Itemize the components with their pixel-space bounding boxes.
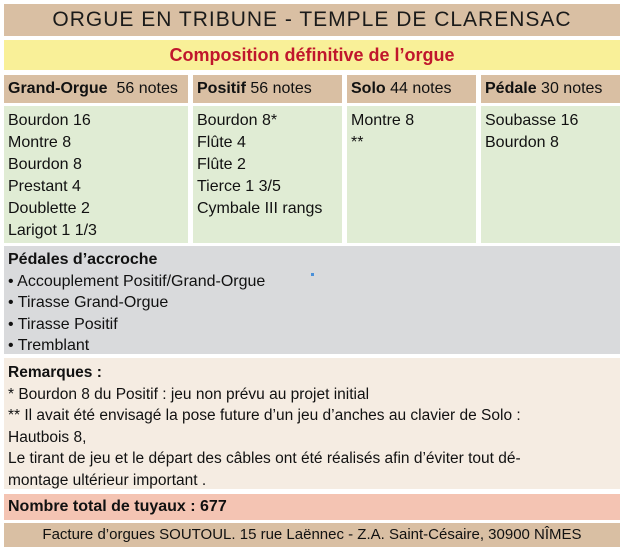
division-header bbox=[347, 75, 476, 103]
division-notes: 56 notes bbox=[116, 80, 178, 97]
footer-builder: Facture d’orgues SOUTOUL. 15 rue Laënnec - Z.A. Saint-Césaire, 30900 NÎMES bbox=[4, 523, 620, 547]
stop-item: Bourdon 8* bbox=[197, 112, 278, 129]
stop-list bbox=[193, 106, 342, 243]
stop-item: Bourdon 8 bbox=[8, 156, 82, 173]
stop-item: Montre 8 bbox=[8, 134, 72, 151]
pedal-item: • Tirasse Positif bbox=[8, 315, 118, 333]
division-header bbox=[4, 75, 188, 103]
pedal-item: • Accouplement Positif/Grand-Orgue bbox=[8, 272, 266, 290]
division-notes: 44 notes bbox=[390, 80, 452, 97]
division-solo bbox=[347, 75, 476, 243]
division-positif bbox=[193, 75, 342, 243]
division-notes: 30 notes bbox=[541, 80, 603, 97]
remark-line: Le tirant de jeu et le départ des câbles ont été réalisés afin d’éviter tout dé- bbox=[8, 450, 521, 467]
total-pipes: Nombre total de tuyaux : 677 bbox=[4, 494, 620, 520]
stop-item: ** bbox=[351, 134, 364, 151]
stop-item: Montre 8 bbox=[351, 112, 415, 129]
remarks-heading: Remarques : bbox=[8, 364, 102, 381]
pedal-item: • Tremblant bbox=[8, 337, 90, 354]
stop-item: Prestant 4 bbox=[8, 178, 81, 195]
remark-line: Hautbois 8, bbox=[8, 428, 87, 446]
remark-line: * Bourdon 8 du Positif : jeu non prévu au projet initial bbox=[8, 385, 370, 403]
stop-item: Cymbale III rangs bbox=[197, 200, 323, 217]
stop-list bbox=[4, 106, 188, 243]
stop-item: Soubasse 16 bbox=[485, 112, 579, 129]
division-header bbox=[193, 75, 342, 103]
page-title: ORGUE EN TRIBUNE - TEMPLE DE CLARENSAC bbox=[4, 4, 620, 36]
stop-item: Tierce 1 3/5 bbox=[197, 178, 281, 195]
stop-item: Bourdon 8 bbox=[485, 134, 559, 151]
pedal-item: • Tirasse Grand-Orgue bbox=[8, 294, 169, 311]
stop-item: Larigot 1 1/3 bbox=[8, 222, 97, 239]
stop-item: Flûte 2 bbox=[197, 156, 246, 173]
division-notes: 56 notes bbox=[250, 80, 312, 97]
division-pedale bbox=[481, 75, 620, 243]
division-name: Solo bbox=[351, 80, 386, 97]
stop-item: Flûte 4 bbox=[197, 134, 246, 151]
remarks-section bbox=[4, 358, 620, 489]
stop-list bbox=[347, 106, 476, 243]
division-grand-orgue bbox=[4, 75, 188, 243]
division-name: Pédale bbox=[485, 80, 537, 97]
page-subtitle: Composition définitive de l’orgue bbox=[4, 40, 620, 70]
division-name: Positif bbox=[197, 80, 246, 97]
stop-item: Bourdon 16 bbox=[8, 112, 91, 129]
division-name: Grand-Orgue bbox=[8, 80, 108, 97]
divisions-grid bbox=[4, 75, 620, 243]
pedals-section bbox=[4, 246, 620, 354]
remark-line: ** Il avait été envisagé la pose future d’un jeu d’anches au clavier de Solo : bbox=[8, 407, 521, 424]
stop-list bbox=[481, 106, 620, 243]
division-header bbox=[481, 75, 620, 103]
remark-line: montage ultérieur important . bbox=[8, 471, 207, 489]
selection-handle bbox=[311, 273, 314, 276]
stop-item: Doublette 2 bbox=[8, 200, 90, 217]
pedals-heading: Pédales d’accroche bbox=[8, 251, 158, 268]
